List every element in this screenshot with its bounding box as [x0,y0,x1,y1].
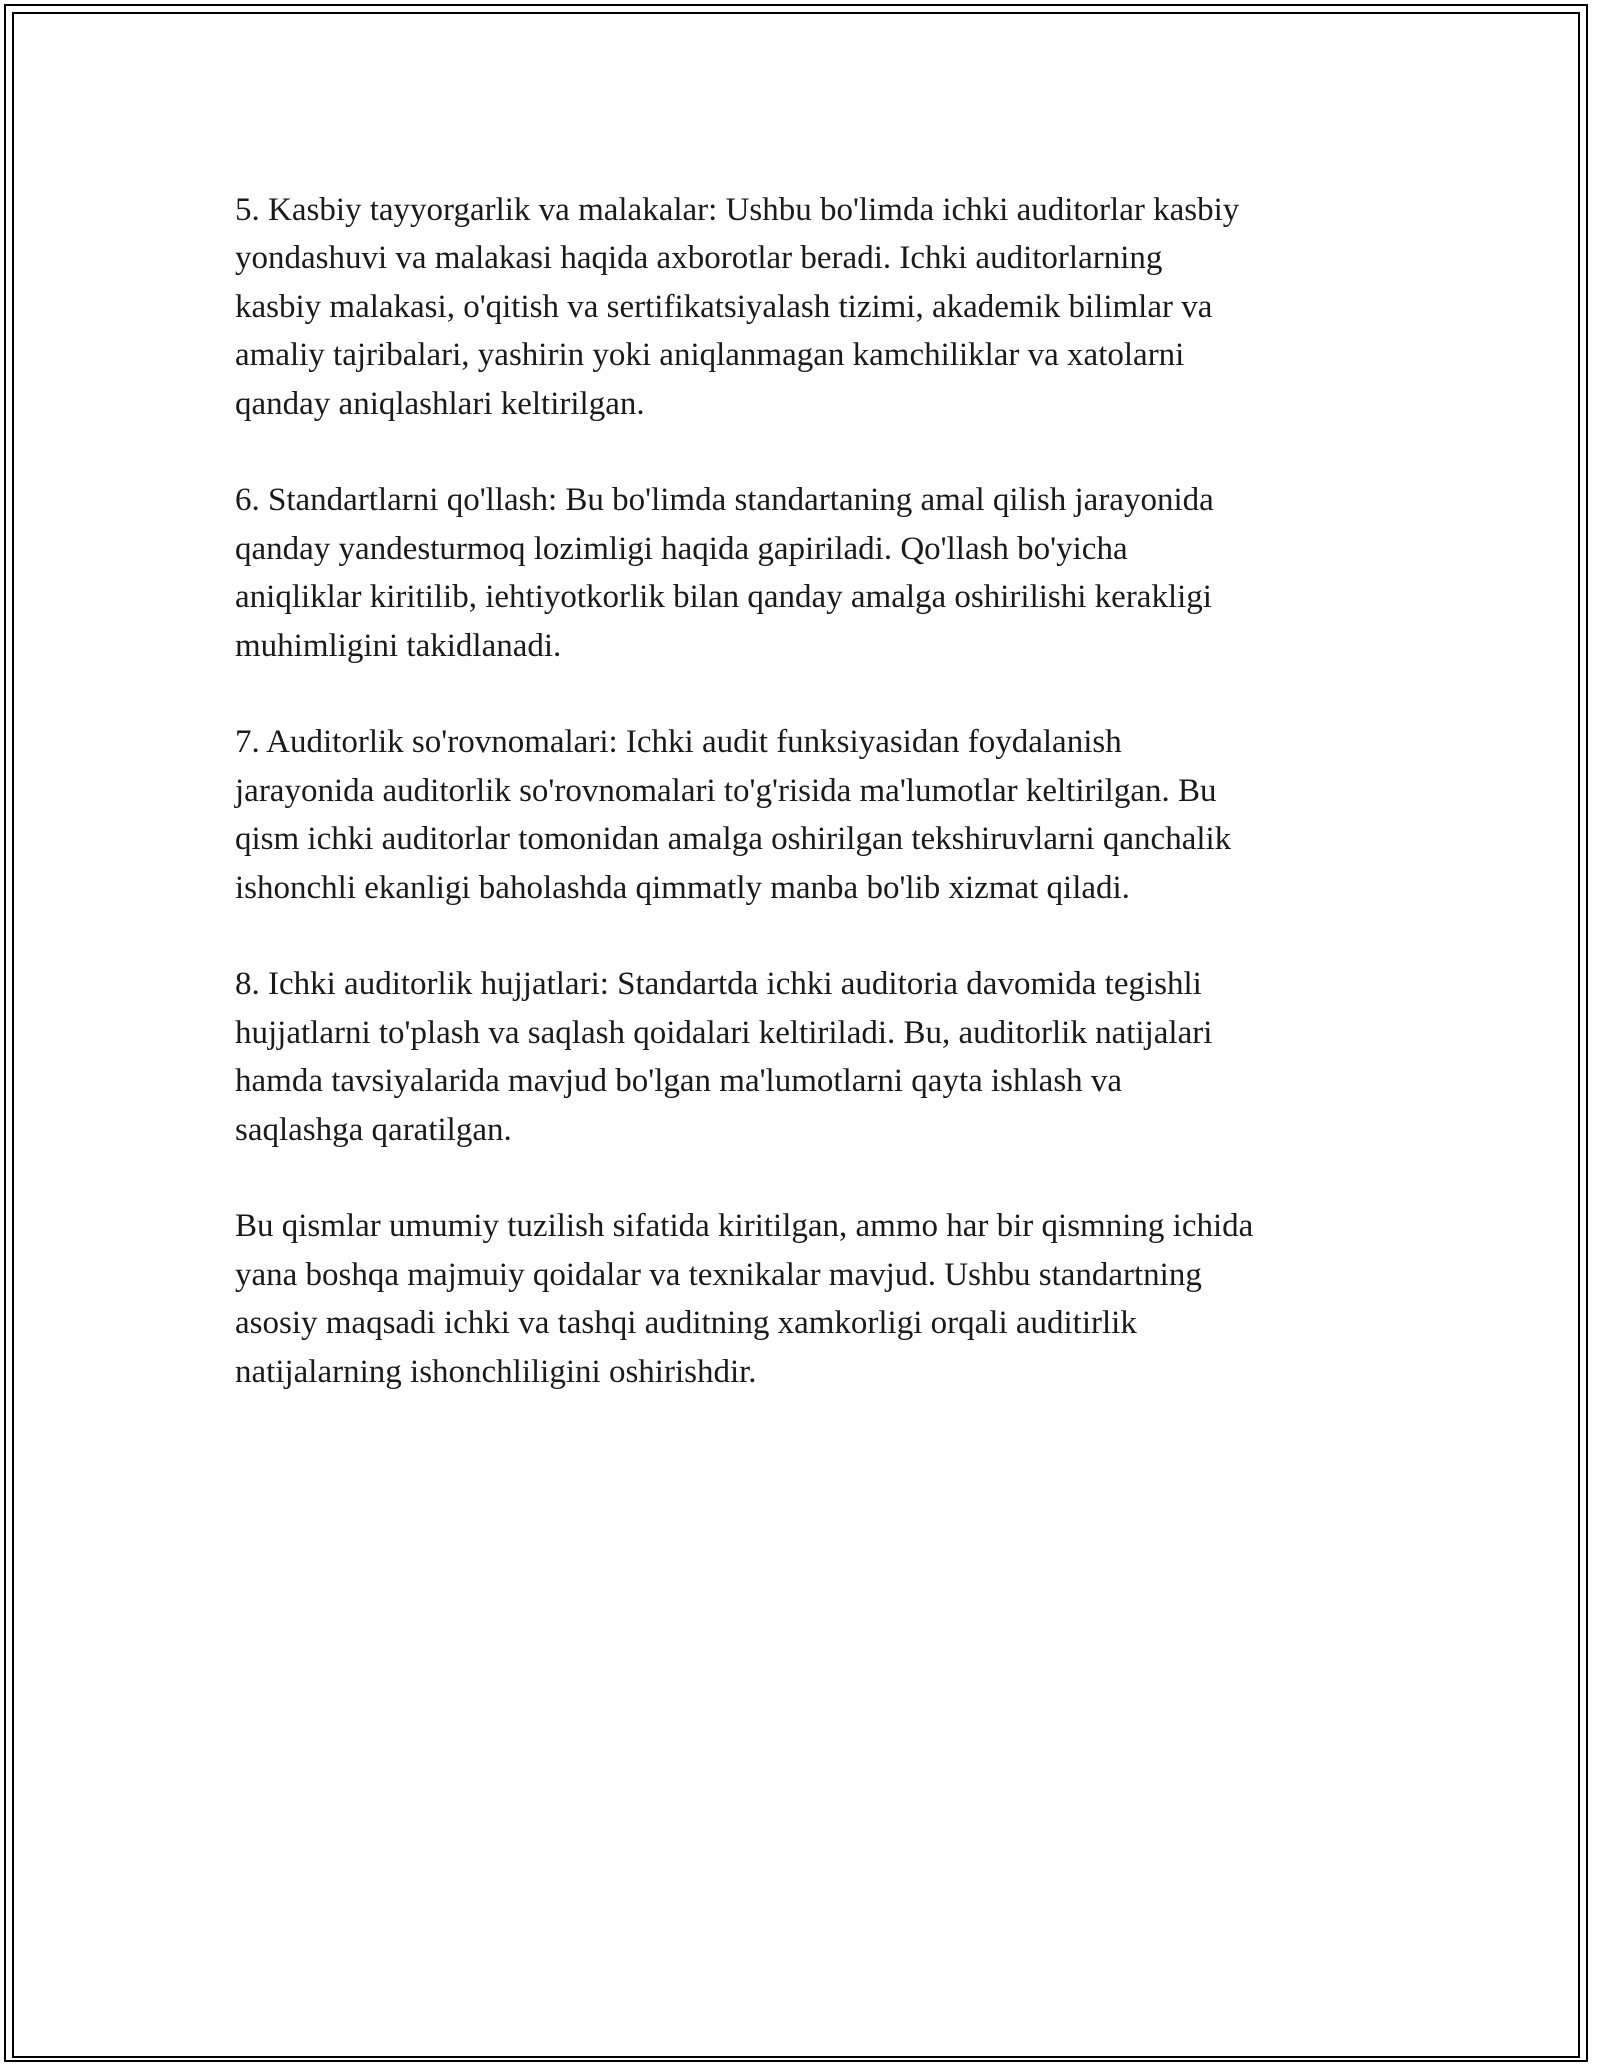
text-line: 6. Standartlarni qo'llash: Bu bo'limda standartaning amal qilish jarayonida [235,482,1214,519]
text-line: 7. Auditorlik so'rovnomalari: Ichki audit funksiyasidan foydalanish [235,724,1122,761]
text-line: 8. Ichki auditorlik hujjatlari: Standartda ichki auditoria davomida tegishli [235,966,1202,1003]
text-line: yana boshqa majmuiy qoidalar va texnikalar mavjud. Ushbu standartning [235,1256,1202,1293]
text-line: qism ichki auditorlar tomonidan amalga oshirilgan tekshiruvlarni qanchalik [235,821,1232,858]
paragraph-section-7 [235,718,1385,912]
text-line: saqlashga qaratilgan. [235,1111,512,1148]
text-line: qanday aniqlashlari keltirilgan. [235,385,645,422]
text-line: hamda tavsiyalarida mavjud bo'lgan ma'lumotlarni qayta ishlash va [235,1063,1123,1100]
text-line: hujjatlarni to'plash va saqlash qoidalari keltiriladi. Bu, auditorlik natijalari [235,1014,1213,1051]
text-line: qanday yandesturmoq lozimligi haqida gapiriladi. Qo'llash bo'yicha [235,530,1128,567]
text-line: amaliy tajribalari, yashirin yoki aniqlanmagan kamchiliklar va xatolarni [235,337,1185,374]
text-line: kasbiy malakasi, o'qitish va sertifikatsiyalash tizimi, akademik bilimlar va [235,288,1213,325]
text-line: Bu qismlar umumiy tuzilish sifatida kiritilgan, ammo har bir qismning ichida [235,1208,1254,1245]
text-line: aniqliklar kiritilib, iehtiyotkorlik bilan qanday amalga oshirilishi kerakligi [235,579,1212,616]
text-line: asosiy maqsadi ichki va tashqi auditning xamkorligi orqali auditirlik [235,1305,1137,1342]
paragraph-conclusion [235,1202,1385,1396]
paragraph-section-8 [235,960,1385,1154]
document-body [235,186,1385,1444]
text-line: jarayonida auditorlik so'rovnomalari to'g'risida ma'lumotlar keltirilgan. Bu [235,772,1217,809]
text-line: muhimligini takidlanadi. [235,627,562,664]
text-line: natijalarning ishonchliligini oshirishdir. [235,1353,757,1390]
paragraph-section-5 [235,186,1385,428]
text-line: yondashuvi va malakasi haqida axborotlar beradi. Ichki auditorlarning [235,240,1163,277]
paragraph-section-6 [235,476,1385,670]
text-line: ishonchli ekanligi baholashda qimmatly manba bo'lib xizmat qiladi. [235,869,1130,906]
text-line: 5. Kasbiy tayyorgarlik va malakalar: Ushbu bo'limda ichki auditorlar kasbiy [235,192,1240,228]
